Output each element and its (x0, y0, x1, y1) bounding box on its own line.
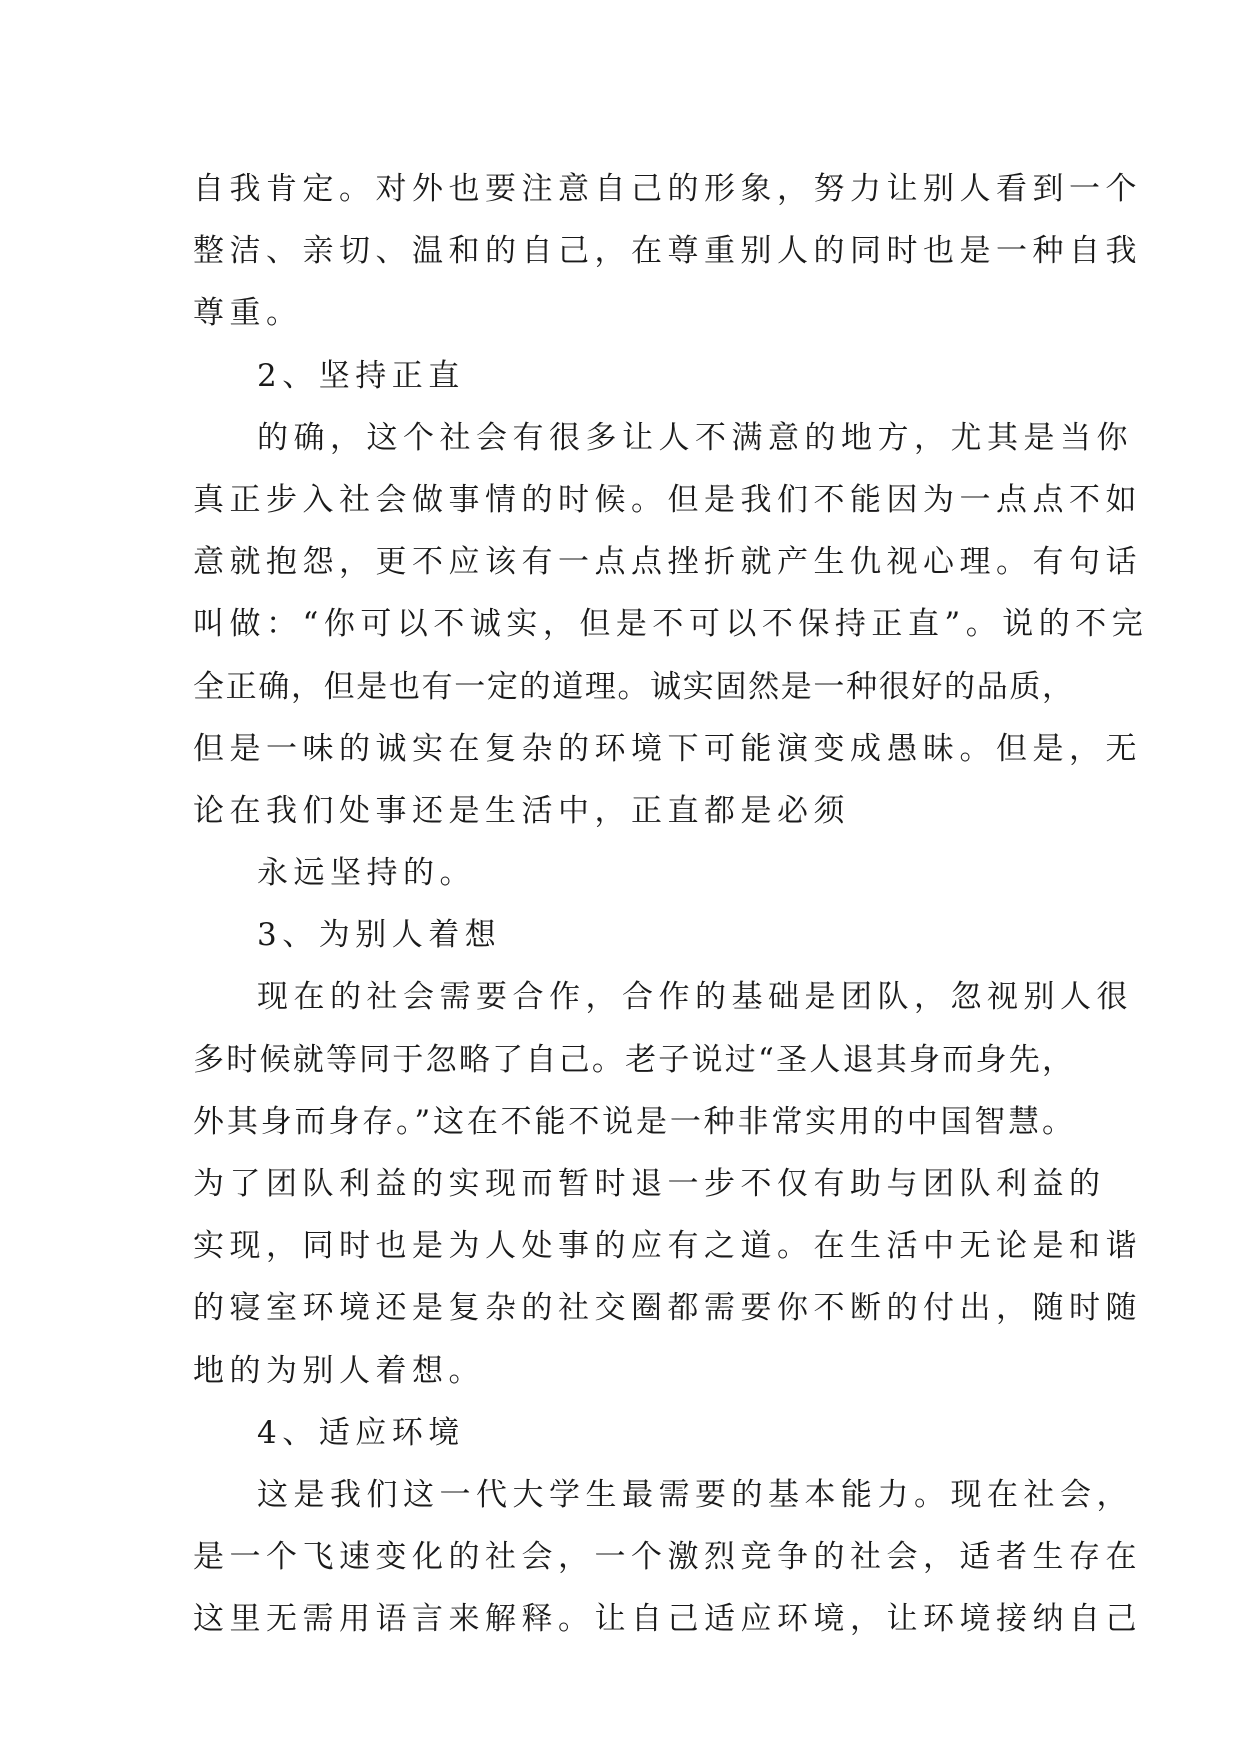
section-heading: 3、为别人着想 (257, 917, 502, 954)
section-heading: 2、坚持正直 (257, 357, 465, 394)
text-line: 尊重。 (193, 295, 303, 332)
text-line: 但是一味的诚实在复杂的环境下可能演变成愚昧。但是，无 (193, 730, 1142, 767)
text-line: 的寝室环境还是复杂的社交圈都需要你不断的付出，随时随 (193, 1290, 1142, 1327)
text-line: 实现，同时也是为人处事的应有之道。在生活中无论是和谐 (193, 1228, 1142, 1265)
text-line: 论在我们处事还是生活中，正直都是必须 (193, 792, 850, 829)
text-line: 外其身而身存。”这在不能不说是一种非常实用的中国智慧。 (193, 1103, 1073, 1140)
text-line: 是一个飞速变化的社会，一个激烈竞争的社会，适者生存在 (193, 1539, 1142, 1576)
text-line: 的确，这个社会有很多让人不满意的地方，尤其是当你 (257, 419, 1133, 456)
text-line: 这里无需用语言来解释。让自己适应环境，让环境接纳自己 (193, 1601, 1142, 1638)
text-line: 全正确，但是也有一定的道理。诚实固然是一种很好的品质， (193, 668, 1073, 705)
text-line: 自我肯定。对外也要注意自己的形象，努力让别人看到一个 (193, 171, 1142, 207)
text-line: 意就抱怨，更不应该有一点点挫折就产生仇视心理。有句话 (193, 544, 1142, 581)
text-line: 整洁、亲切、温和的自己，在尊重别人的同时也是一种自我 (193, 233, 1142, 270)
text-line: 叫做：“你可以不诚实，但是不可以不保持正直”。说的不完 (193, 606, 1149, 643)
body-text (193, 158, 1149, 1651)
text-line: 为了团队利益的实现而暂时退一步不仅有助与团队利益的 (193, 1166, 1106, 1202)
text-line: 真正步入社会做事情的时候。但是我们不能因为一点点不如 (193, 481, 1142, 518)
section-heading: 4、适应环境 (257, 1414, 465, 1451)
text-line: 永远坚持的。 (257, 855, 476, 892)
text-line: 现在的社会需要合作，合作的基础是团队，忽视别人很 (257, 979, 1133, 1016)
text-line: 这是我们这一代大学生最需要的基本能力。现在社会， (257, 1476, 1133, 1513)
text-line: 多时候就等同于忽略了自己。老子说过“圣人退其身而身先， (193, 1041, 1073, 1078)
text-line: 地的为别人着想。 (193, 1352, 485, 1389)
